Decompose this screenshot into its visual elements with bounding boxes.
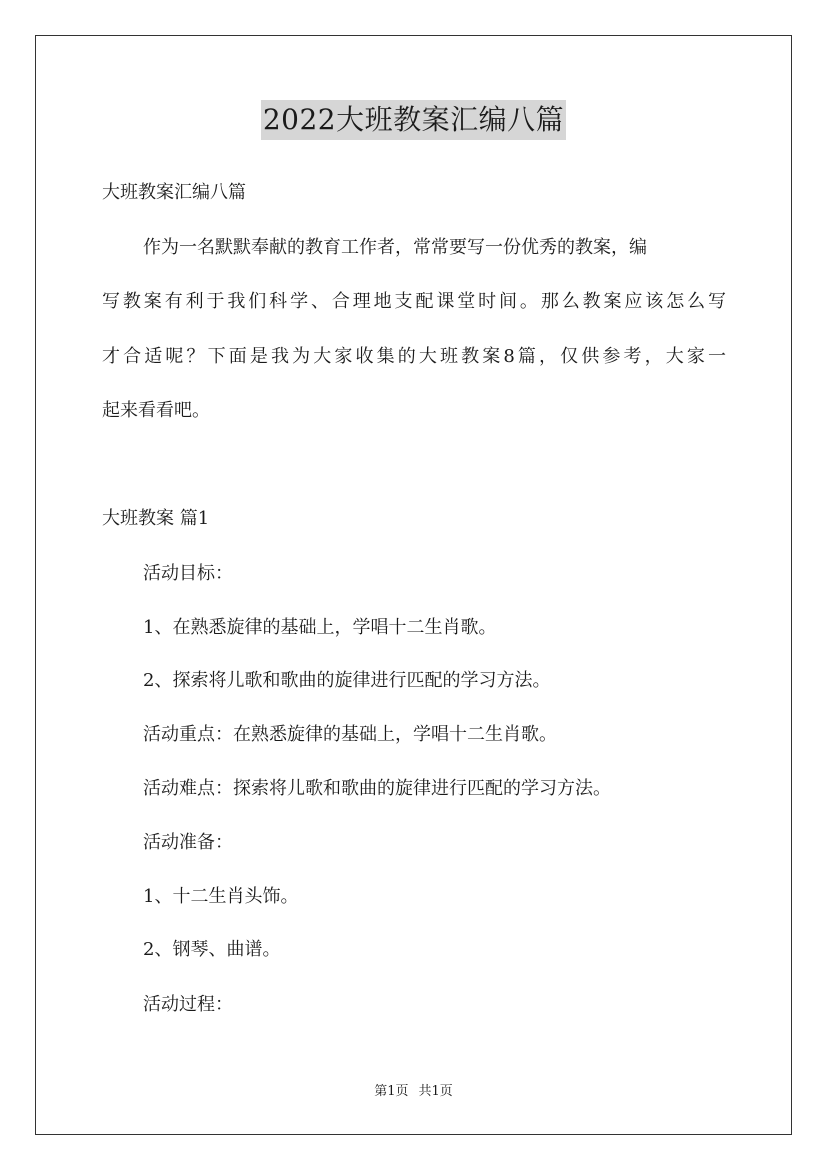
body-line-9: 活动过程： bbox=[143, 994, 233, 1015]
intro-line-3: 才合适呢？下面是我为大家收集的大班教案8篇，仅供参考，大家一 bbox=[102, 346, 726, 367]
body-line-8: 2、钢琴、曲谱。 bbox=[143, 939, 281, 960]
document-subtitle: 大班教案汇编八篇 bbox=[102, 182, 246, 203]
body-line-3: 2、探索将儿歌和歌曲的旋律进行匹配的学习方法。 bbox=[143, 670, 551, 691]
document-title: 2022大班教案汇编八篇 bbox=[261, 100, 566, 140]
page-footer bbox=[0, 1083, 827, 1101]
intro-line-2: 写教案有利于我们科学、合理地支配课堂时间。那么教案应该怎么写 bbox=[102, 291, 726, 312]
body-line-4: 活动重点：在熟悉旋律的基础上，学唱十二生肖歌。 bbox=[143, 724, 557, 745]
body-line-6: 活动准备： bbox=[143, 832, 233, 853]
intro-line-1: 作为一名默默奉献的教育工作者，常常要写一份优秀的教案，编 bbox=[143, 237, 647, 258]
section-heading: 大班教案 篇1 bbox=[102, 508, 210, 529]
title-container bbox=[0, 100, 827, 140]
body-line-2: 1、在熟悉旋律的基础上，学唱十二生肖歌。 bbox=[143, 617, 497, 638]
body-line-1: 活动目标： bbox=[143, 563, 233, 584]
page-total: 共1页 bbox=[418, 1084, 453, 1099]
page-number: 第1页 bbox=[374, 1084, 409, 1099]
body-line-5: 活动难点：探索将儿歌和歌曲的旋律进行匹配的学习方法。 bbox=[143, 778, 611, 799]
intro-line-4: 起来看看吧。 bbox=[102, 400, 210, 421]
body-line-7: 1、十二生肖头饰。 bbox=[143, 886, 299, 907]
